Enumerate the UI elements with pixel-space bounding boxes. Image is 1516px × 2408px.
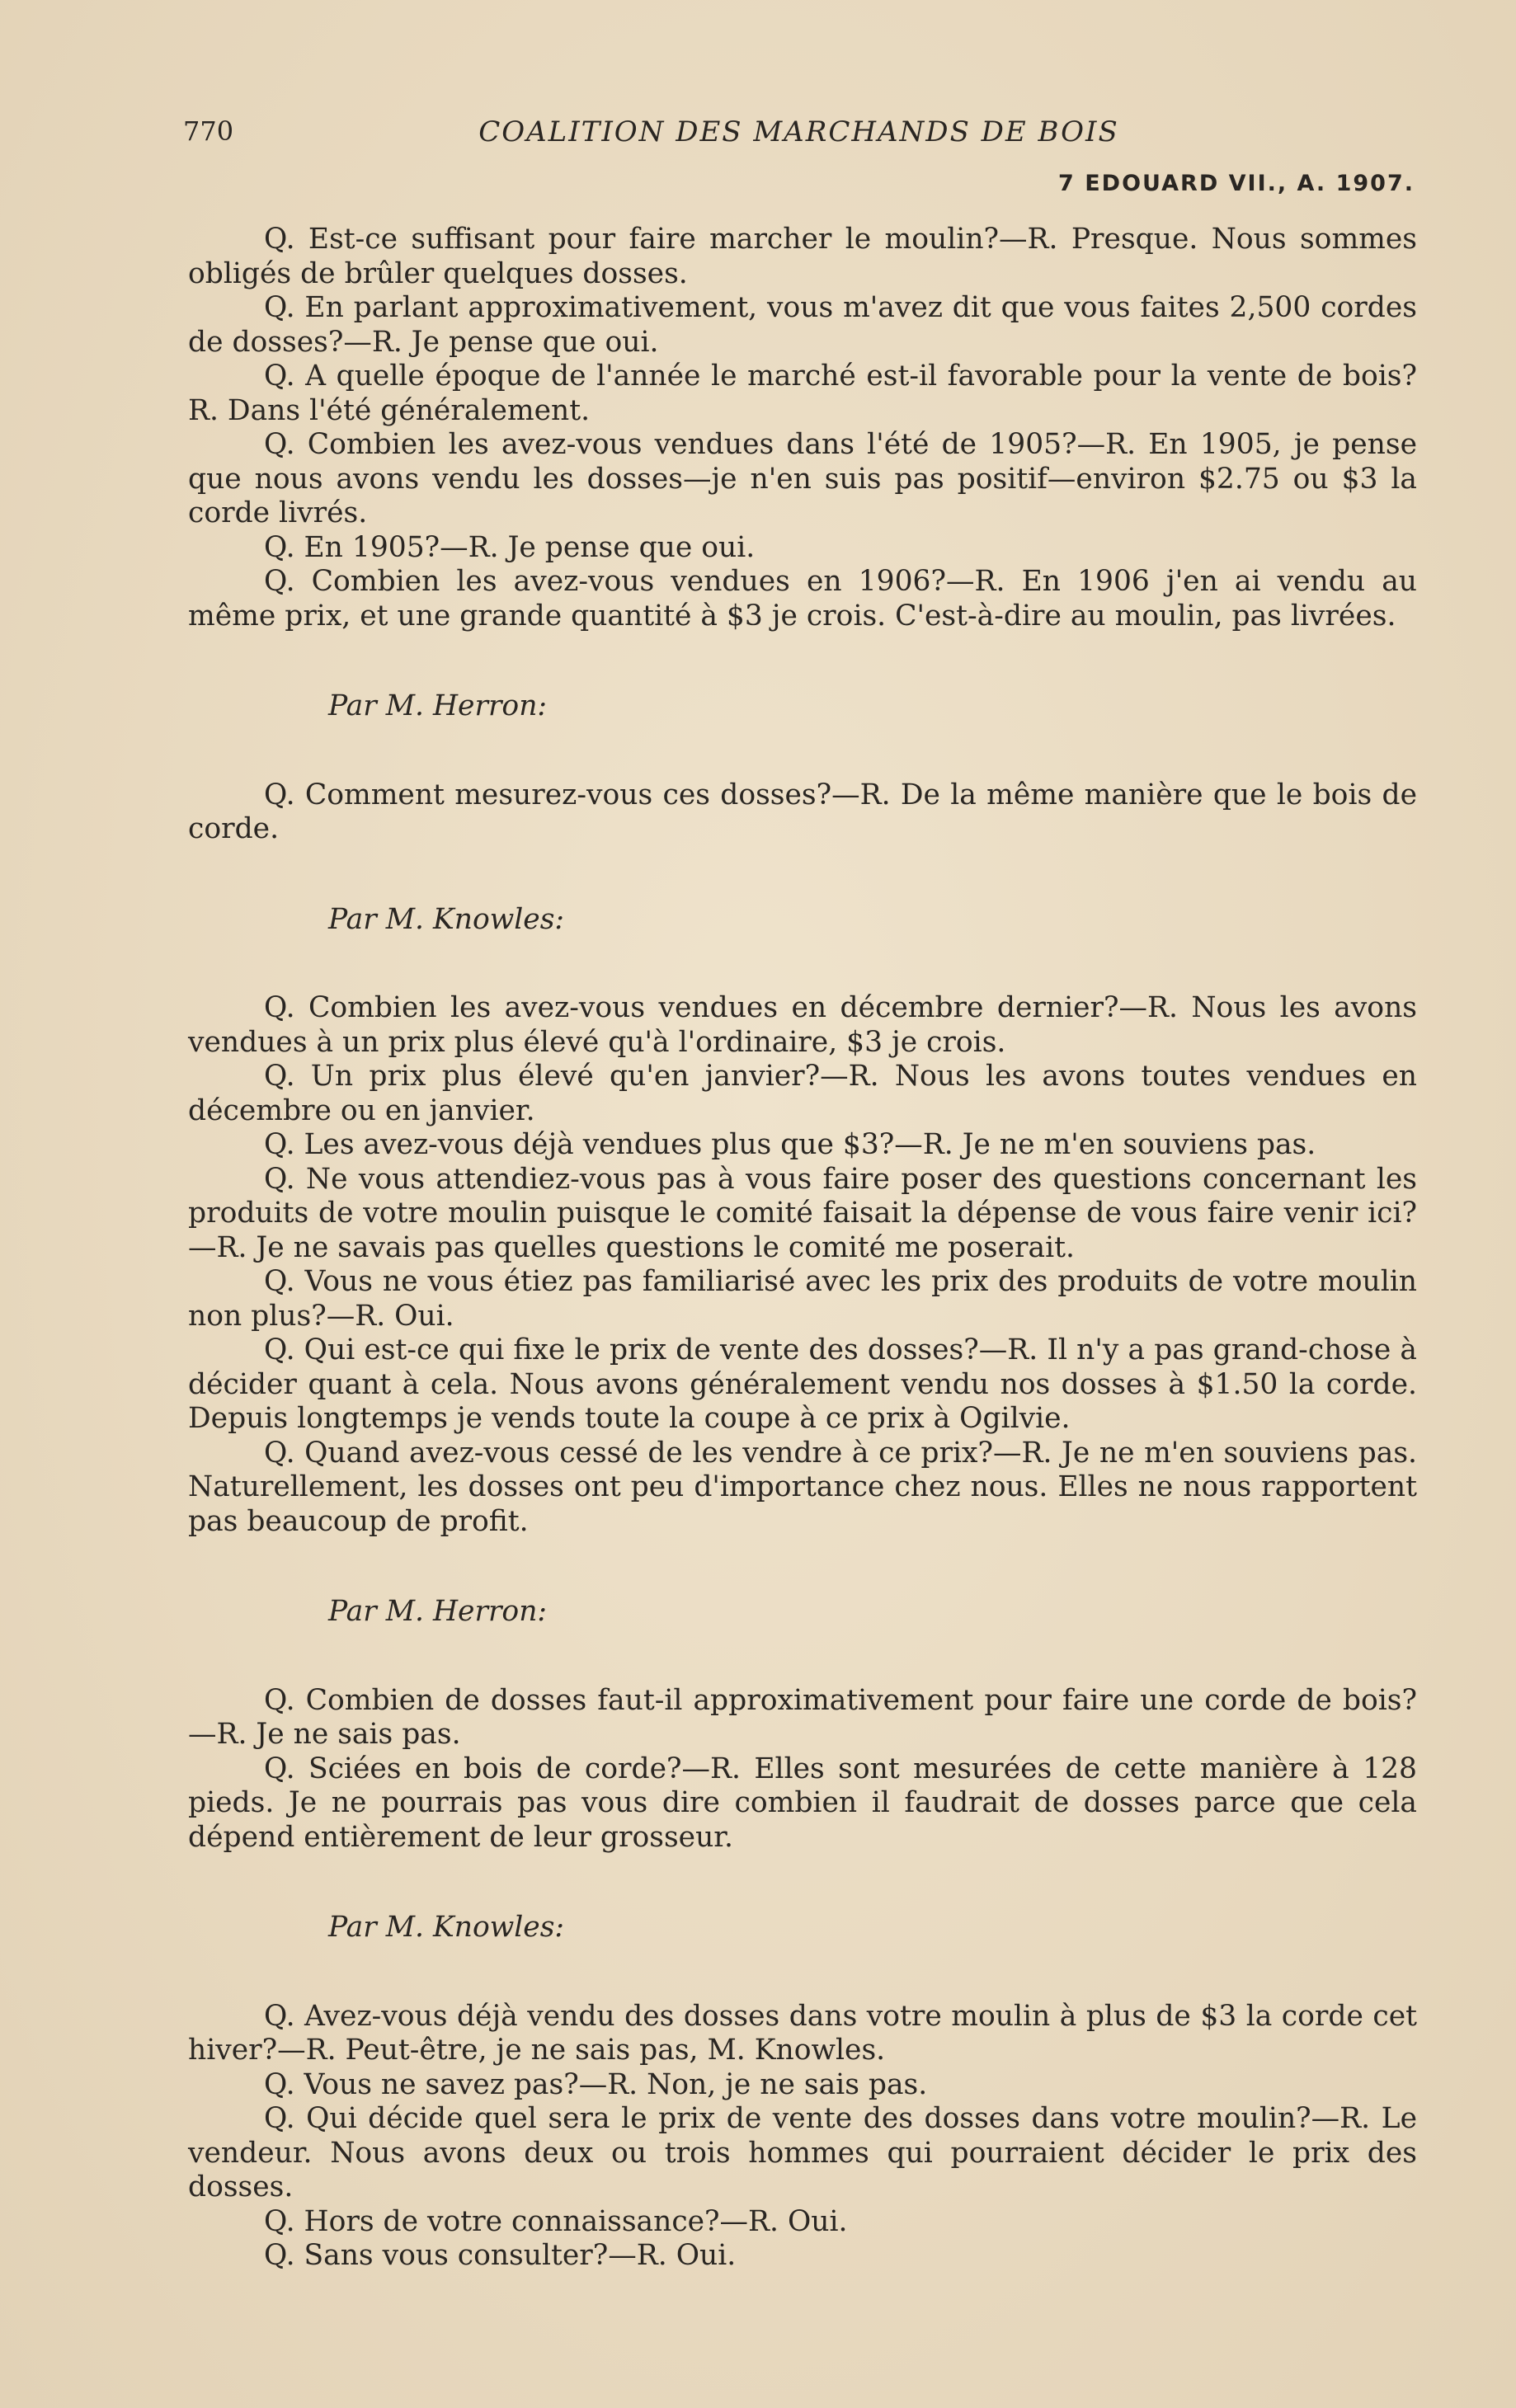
paragraph-q-a: Q. Ne vous attendiez-vous pas à vous faire poser des questions concernant les produits de votre moulin puisque le comité faisait la dépense de vous faire venir ici?—R. Je ne savais pas quelles questions le comité me poserait. — [188, 1162, 1417, 1264]
paragraph-q-a: Q. Avez-vous déjà vendu des dosses dans votre moulin à plus de $3 la corde cet hiver?—R. Peut-être, je ne sais pas, M. Knowles. — [188, 1999, 1417, 2067]
paragraph-q-a: Q. Hors de votre connaissance?—R. Oui. — [264, 2204, 848, 2238]
paragraph-q-a: Q. Qui décide quel sera le prix de vente des dosses dans votre moulin?—R. Le vendeur. Nous avons deux ou trois hommes qui pourraient décider le prix des dosses. — [188, 2102, 1417, 2203]
paragraph-q-a: Q. Vous ne vous étiez pas familiarisé avec les prix des produits de votre moulin non plus?—R. Oui. — [188, 1265, 1417, 1333]
paragraph-q-a: Q. En 1905?—R. Je pense que oui. — [264, 530, 756, 564]
session-reference: 7 EDOUARD VII., A. 1907. — [1058, 171, 1415, 196]
paragraph-q-a: Q. Combien les avez-vous vendues en 1906?—R. En 1906 j'en ai vendu au même prix, et une grande quantité à $3 je crois. C'est-à-dire au moulin, pas livrées. — [188, 565, 1417, 633]
paragraph-q-a: Q. A quelle époque de l'année le marché est-il favorable pour la vente de bois? R. Dans l'été généralement. — [188, 360, 1417, 427]
speaker-heading: Par M. Herron: — [328, 1595, 548, 1628]
testimony-body — [188, 223, 1417, 2274]
paragraph-q-a: Q. Les avez-vous déjà vendues plus que $3?—R. Je ne m'en souviens pas. — [264, 1128, 1316, 1161]
speaker-heading: Par M. Herron: — [328, 689, 548, 722]
paragraph-q-a: Q. Combien les avez-vous vendues en décembre dernier?—R. Nous les avons vendues à un prix plus élevé qu'à l'ordinaire, $3 je crois. — [188, 991, 1417, 1059]
speaker-heading: Par M. Knowles: — [328, 902, 565, 936]
page-number: 770 — [183, 115, 234, 147]
paragraph-q-a: Q. Qui est-ce qui fixe le prix de vente des dosses?—R. Il n'y a pas grand-chose à décider quant à cela. Nous avons généralement vendu nos dosses à $1.50 la corde. Depuis longtemps je vends toute la coupe à ce prix à Ogilvie. — [188, 1333, 1417, 1435]
paragraph-q-a: Q. En parlant approximativement, vous m'avez dit que vous faites 2,500 cordes de dosses?—R. Je pense que oui. — [188, 291, 1417, 359]
running-title: COALITION DES MARCHANDS DE BOIS — [478, 115, 1119, 148]
paragraph-q-a: Q. Sciées en bois de corde?—R. Elles sont mesurées de cette manière à 128 pieds. Je ne pourrais pas vous dire combien il faudrait de dosses parce que cela dépend entièrement de leur grosseur. — [188, 1752, 1417, 1854]
speaker-heading: Par M. Knowles: — [328, 1911, 565, 1944]
paragraph-q-a: Q. Est-ce suffisant pour faire marcher le moulin?—R. Presque. Nous sommes obligés de brûler quelques dosses. — [188, 223, 1417, 290]
paragraph-q-a: Q. Combien de dosses faut-il approximativement pour faire une corde de bois?—R. Je ne sais pas. — [188, 1683, 1417, 1751]
paragraph-q-a: Q. Comment mesurez-vous ces dosses?—R. De la même manière que le bois de corde. — [188, 778, 1417, 845]
paragraph-q-a: Q. Vous ne savez pas?—R. Non, je ne sais pas. — [264, 2067, 928, 2101]
paragraph-q-a: Q. Quand avez-vous cessé de les vendre à ce prix?—R. Je ne m'en souviens pas. Naturellement, les dosses ont peu d'importance chez nous. Elles ne nous rapportent pas beaucoup de profit. — [188, 1436, 1417, 1538]
paragraph-q-a: Q. Un prix plus élevé qu'en janvier?—R. Nous les avons toutes vendues en décembre ou en janvier. — [188, 1060, 1417, 1127]
paragraph-q-a: Q. Combien les avez-vous vendues dans l'été de 1905?—R. En 1905, je pense que nous avons vendu les dosses—je n'en suis pas positif—environ $2.75 ou $3 la corde livrés. — [188, 428, 1417, 529]
page-header — [183, 115, 1415, 196]
paragraph-q-a: Q. Sans vous consulter?—R. Oui. — [264, 2239, 737, 2272]
